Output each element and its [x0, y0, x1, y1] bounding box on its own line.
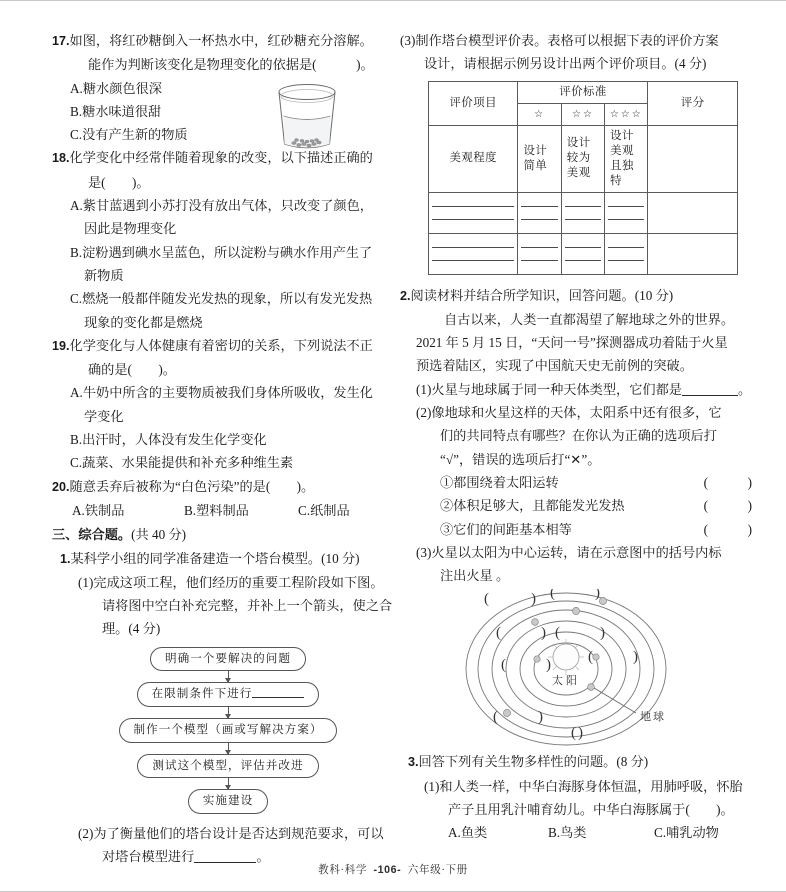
material-line-2: 2021 年 5 月 15 日，“天问一号”探测器成功着陆于火星: [416, 335, 728, 351]
table-row: [429, 233, 738, 274]
ruled-lines: [521, 237, 557, 271]
question-stem-cont: 能作为判断该变化是物理变化的依据是( )。: [88, 57, 374, 73]
checkbox-item: [440, 471, 752, 494]
svg-text:): ): [578, 725, 583, 742]
flow-node-5: [188, 789, 268, 814]
left-column: [52, 1, 404, 868]
checkbox-item-text: ②体积足够大，且都能发光发热: [440, 498, 625, 514]
subquestion-line-1: 完成这项工程，他们经历的重要工程阶段如下图。: [93, 574, 384, 590]
flow-node-label: 明确一个要解决的问题: [165, 651, 291, 665]
question-number: 1.: [60, 551, 71, 566]
ruled-lines: [565, 237, 601, 271]
question-stem: 回答下列有关生物多样性的问题。: [418, 754, 617, 770]
option-b: B.鸟类: [548, 825, 587, 841]
svg-text:(: (: [588, 649, 593, 666]
flow-node-2: [137, 682, 320, 707]
question-points: (10 分): [321, 550, 360, 566]
solar-system-diagram: [428, 589, 728, 754]
option-c: C.燃烧一般都伴随发光发热的现象，所以有发光发热: [70, 291, 373, 307]
cell-standard-2[interactable]: [561, 192, 604, 233]
subquestion-marker: (1): [78, 574, 94, 590]
option-b: B.出汗时，人体没有发生化学变化: [70, 432, 267, 448]
engineering-process-flowchart: [52, 647, 404, 814]
cell-score[interactable]: [648, 125, 738, 192]
option-c: C.蔬菜、水果能提供和补充多种维生素: [70, 455, 294, 471]
flow-node-4: [137, 754, 318, 779]
question-points: (8 分): [616, 754, 649, 770]
option-c-cont: 现象的变化都是燃烧: [84, 314, 203, 330]
earth-label: 地球: [640, 711, 666, 724]
answer-parenthesis[interactable]: ( ): [703, 498, 752, 514]
cell-standard-1[interactable]: [518, 233, 561, 274]
svg-text:): ): [541, 625, 546, 642]
cell-standard-3[interactable]: [605, 192, 648, 233]
period: 。: [737, 381, 752, 397]
question-number: 17.: [52, 34, 70, 48]
footer-subject: 教科·科学: [318, 865, 368, 876]
question-number: 20.: [52, 479, 70, 494]
flow-arrow-icon: [228, 743, 229, 754]
svg-text:(: (: [571, 725, 576, 742]
comprehensive-question-2: [400, 284, 752, 755]
cell-standard-2[interactable]: [561, 233, 604, 274]
question-stem: 阅读材料并结合所学知识，回答问题。: [410, 287, 635, 303]
comprehensive-question-1: [52, 547, 404, 869]
flow-arrow-icon: [228, 671, 229, 682]
answer-parenthesis[interactable]: ( ): [703, 521, 752, 537]
flow-node-label: 实施建设: [202, 794, 254, 808]
section-points: (共 40 分): [131, 527, 187, 543]
question-stem: 化学变化中经常伴随着现象的改变，以下描述正确的: [69, 150, 373, 166]
subquestion-marker: (1): [424, 778, 440, 794]
cell-standard-1: 设计简单: [518, 125, 561, 192]
question-number: 19.: [52, 338, 70, 353]
checkbox-item: [440, 518, 752, 541]
header-score: 评分: [648, 81, 738, 125]
svg-text:): ): [531, 591, 536, 608]
question-stem: 化学变化与人体健康有着密切的关系，下列说法不正: [69, 337, 373, 353]
star-level-1: ☆: [518, 103, 561, 125]
subquestion-text: 火星与地球属于同一种天体类型，它们都是: [431, 381, 682, 397]
star-level-2: ☆☆: [561, 103, 604, 125]
right-column: [400, 1, 752, 845]
subquestion-line-3: 理。(4 分): [102, 621, 161, 637]
material-line-1: 自古以来，人类一直都渴望了解地球之外的世界。: [444, 311, 735, 327]
table-row: [429, 125, 738, 192]
checkbox-item-text: ③它们的间距基本相等: [440, 521, 572, 537]
svg-text:): ): [538, 709, 543, 726]
section-label: 三、综合题。: [52, 527, 132, 543]
option-b: B.糖水味道很甜: [70, 103, 162, 119]
cell-standard-3[interactable]: [605, 233, 648, 274]
star-level-3: ☆☆☆: [605, 103, 648, 125]
svg-text:): ): [633, 649, 638, 666]
flow-node-label: 制作一个模型（画或写解决方案）: [133, 722, 323, 736]
question-stem: 随意丢弃后被称为“白色污染”的是( )。: [69, 478, 315, 494]
answer-parenthesis[interactable]: ( ): [703, 474, 752, 490]
svg-text:(: (: [501, 657, 506, 674]
cell-standard-2: 设计较为美观: [561, 125, 604, 192]
option-a: A.牛奶中所含的主要物质被我们身体所吸收，发生化: [70, 385, 373, 401]
option-a: A.鱼类: [448, 825, 488, 841]
question-stem-cont: 确的是( )。: [88, 362, 176, 378]
svg-text:): ): [600, 625, 605, 642]
subquestion-line-1: 制作塔台模型评价表。表格可以根据下表的评价方案: [415, 33, 719, 48]
flow-node-label: 在限制条件下进行: [151, 687, 253, 701]
cell-item[interactable]: [429, 233, 518, 274]
material-line-3: 预选着陆区，实现了中国航天史无前例的突破。: [416, 358, 693, 374]
subquestion-line-2: 注出火星 。: [440, 568, 510, 584]
evaluation-table: [428, 81, 738, 275]
cell-item: 美观程度: [429, 125, 518, 192]
question-2-sub3: [400, 541, 752, 588]
fill-blank[interactable]: [252, 697, 304, 698]
option-c: C.没有产生新的物质: [70, 127, 188, 143]
question-17: [52, 29, 404, 146]
header-evaluation-item: 评价项目: [429, 81, 518, 125]
header-evaluation-standard: 评价标准: [518, 81, 648, 103]
ruled-lines: [651, 237, 734, 271]
question-number: 18.: [52, 151, 70, 166]
subquestion-line-1: 为了衡量他们的塔台设计是否达到规范要求，可以: [93, 825, 384, 841]
option-a-cont: 学变化: [84, 408, 124, 424]
flow-node-1: [150, 647, 306, 672]
flow-arrow-icon: [228, 778, 229, 789]
question-stem: 如图，将红砂糖倒入一杯热水中，红砂糖充分溶解。: [69, 33, 373, 48]
option-b: B.淀粉遇到碘水呈蓝色，所以淀粉与碘水作用产生了: [70, 244, 373, 260]
ruled-lines: [608, 237, 644, 271]
question-19: [52, 334, 404, 475]
ruled-lines: [432, 196, 514, 230]
ruled-lines: [432, 237, 514, 271]
subquestion-line-2: 请将图中空白补充完整，并补上一个箭头，使之合: [102, 598, 393, 614]
question-stem: 某科学小组的同学准备建造一个塔台模型。: [70, 550, 322, 566]
fill-blank[interactable]: [682, 395, 738, 396]
subquestion-marker: (3): [416, 544, 432, 560]
subquestion-marker: (3): [400, 33, 416, 48]
period: 。: [256, 848, 270, 864]
subquestion-line-1: 和人类一样，中华白海豚身体恒温，用肺呼吸，怀胎: [439, 778, 743, 794]
footer-page-number: -106-: [373, 864, 402, 876]
cell-score[interactable]: [648, 233, 738, 274]
checkbox-item-text: ①都围绕着太阳运转: [440, 474, 559, 490]
cell-score[interactable]: [648, 192, 738, 233]
question-stem-cont: 是( )。: [88, 174, 150, 190]
question-2-sub2: [400, 401, 752, 541]
subquestion-marker: (2): [416, 405, 432, 421]
cell-standard-3: 设计美观且独特: [605, 125, 648, 192]
option-row: [448, 821, 752, 844]
subquestion-line-2: 对塔台模型进行: [102, 848, 195, 864]
sun-label: 太阳: [552, 675, 580, 688]
subquestion-line-2: 设计，请根据示例另设计出两个评价项目。(4 分): [424, 56, 707, 72]
ruled-lines: [565, 196, 601, 230]
section-heading-3: [52, 523, 404, 546]
option-row: [52, 499, 404, 522]
ruled-lines: [521, 196, 557, 230]
svg-text:(: (: [484, 591, 489, 608]
checkbox-item: [440, 494, 752, 517]
flow-node-3: [119, 718, 338, 743]
subquestion-line-2: 产子且用乳汁哺育幼儿。中华白海豚属于( )。: [448, 802, 734, 818]
cell-standard-1[interactable]: [518, 192, 561, 233]
option-b: B.塑料制品: [184, 502, 249, 518]
ruled-lines: [608, 196, 644, 230]
option-c: C.纸制品: [298, 502, 350, 518]
svg-text:(: (: [555, 625, 560, 642]
footer-grade: 六年级·下册: [407, 865, 468, 876]
option-a: A.紫甘蓝遇到小苏打没有放出气体，只改变了颜色，: [70, 198, 373, 214]
page-footer: [0, 862, 786, 877]
question-2-sub1: [416, 378, 752, 401]
question-1-sub3: [400, 29, 752, 76]
subquestion-line-1: 火星以太阳为中心运转，请在示意图中的括号内标: [431, 544, 722, 560]
subquestion-marker: (2): [78, 825, 94, 841]
subquestion-line-3: “√”，错误的选项后打“✕”。: [440, 451, 601, 467]
table-header-row: [429, 81, 738, 103]
question-18: [52, 146, 404, 333]
cell-item[interactable]: [429, 192, 518, 233]
subquestion-marker: (1): [416, 381, 432, 397]
subquestion-line-1: 像地球和火星这样的天体，太阳系中还有很多，它: [431, 405, 722, 421]
svg-text:(: (: [496, 625, 501, 642]
option-a-cont: 因此是物理变化: [84, 221, 177, 237]
question-points: (10 分): [634, 287, 674, 303]
question-20: [52, 475, 404, 523]
option-a: A.铁制品: [72, 502, 125, 518]
comprehensive-question-3: [400, 750, 752, 844]
flow-arrow-icon: [228, 707, 229, 718]
ruled-lines: [651, 196, 734, 230]
option-a: A.糖水颜色很深: [70, 80, 162, 96]
option-b-cont: 新物质: [84, 267, 124, 283]
option-c: C.哺乳动物: [654, 825, 719, 841]
table-row: [429, 192, 738, 233]
svg-text:): ): [595, 589, 600, 602]
flow-node-label: 测试这个模型，评估并改进: [152, 758, 304, 772]
svg-text:(: (: [550, 589, 555, 602]
subquestion-line-2: 们的共同特点有哪些？在你认为正确的选项后打: [440, 428, 717, 444]
svg-text:): ): [546, 657, 551, 674]
question-number: 2.: [400, 288, 411, 303]
svg-text:(: (: [493, 709, 498, 726]
question-number: 3.: [408, 755, 419, 770]
sugar-water-glass-illustration: [268, 83, 346, 153]
